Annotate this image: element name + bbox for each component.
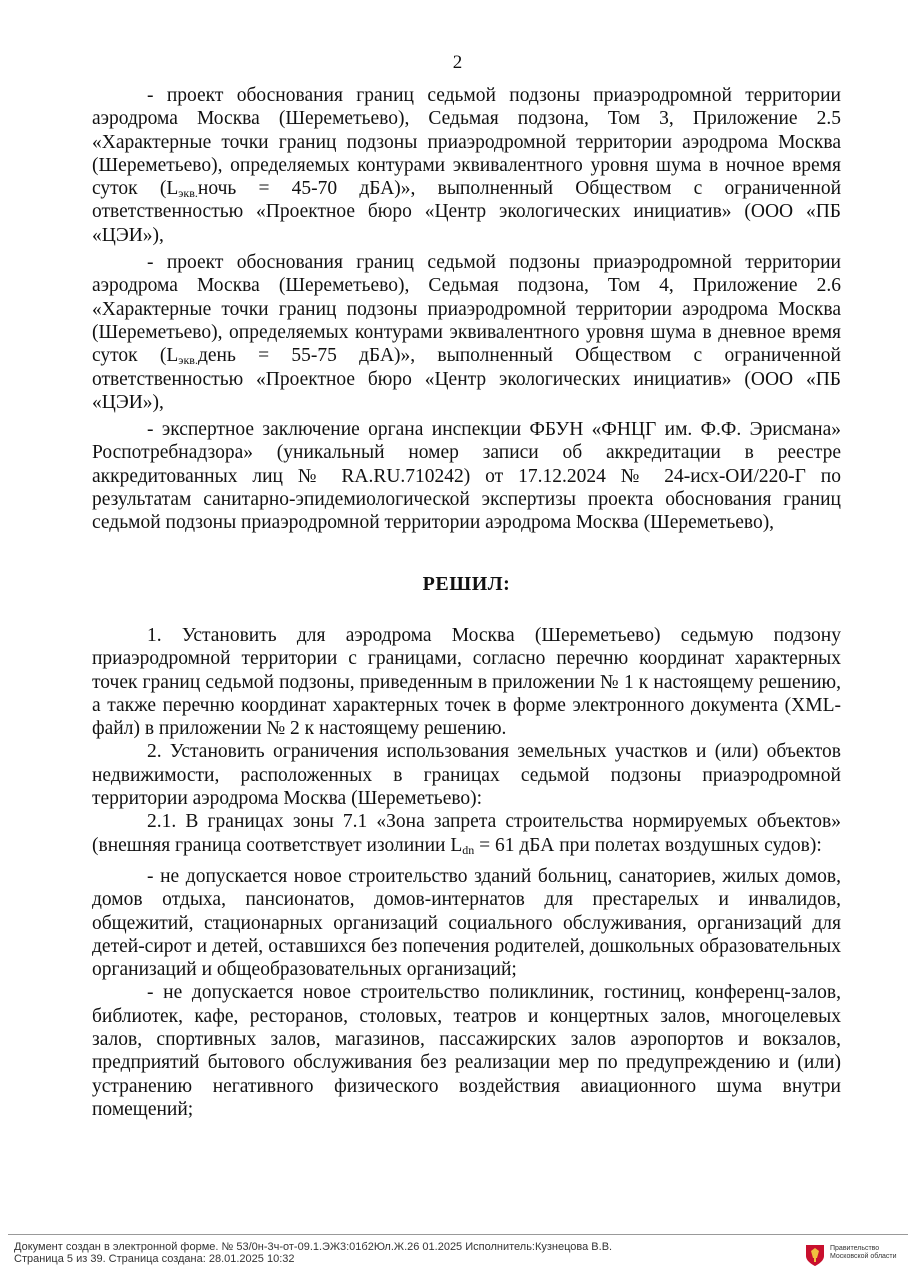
decision-item-2: 2. Установить ограничения использования земельных участков и (или) объектов недвижимости, расположенных в границах седьмой подзоны приаэродромной территории аэродрома Москва (Шереметьево): [92, 741, 841, 810]
footer-line-page: Страница 5 из 39. Страница создана: 28.01.2025 10:32 [14, 1253, 295, 1265]
document-body [92, 84, 841, 1121]
electronic-document-footer [8, 1234, 908, 1275]
paragraph-text: 2.1. В границах зоны 7.1 «Зона запрета строительства нормируемых объектов» (внешняя граница соответствует изолинии L [92, 811, 841, 856]
coat-of-arms-icon [804, 1243, 826, 1267]
paragraph-text: - проект обоснования границ седьмой подзоны приаэродромной территории аэродрома Москва (Шереметьево), Седьмая подзона, Том 3, Приложение 2.5 «Характерные точки границ подзоны приаэродромной территории аэродрома Москва (Шереметьево), определяемых контурами эквивалентного уровня шума в ночное время суток (L [92, 85, 841, 200]
decision-item-2-1 [92, 810, 841, 857]
footer-text [14, 1241, 612, 1265]
government-logo [804, 1241, 904, 1269]
restriction-bullet-1: - не допускается новое строительство зданий больниц, санаториев, жилых домов, домов отдыха, пансионатов, домов-интернатов для престарелых и инвалидов, общежитий, стационарных организаций социального обслуживания, организаций для детей-сирот и детей, оставшихся без попечения родителей, дошкольных образовательных организаций и общеобразовательных организаций; [92, 865, 841, 981]
page-number: 2 [452, 52, 463, 73]
paragraph-expert-opinion: - экспертное заключение органа инспекции ФБУН «ФНЦГ им. Ф.Ф. Эрисмана» Роспотребнадзора» (уникальный номер записи об аккредитации в реестре аккредитованных лиц № RA.RU.710242) от 17.12.2024 № 24-исх-ОИ/220-Г по результатам санитарно-эпидемиологической экспертизы проекта обоснования границ седьмой подзоны приаэродромной территории аэродрома Москва (Шереметьево), [92, 419, 841, 534]
subscript: экв. [178, 186, 198, 201]
paragraph-text: = 61 дБА при полетах воздушных судов): [474, 834, 822, 856]
subscript: dn [462, 842, 475, 857]
footer-line-document: Документ создан в электронной форме. № 53/0н-3ч-от-09.1.ЭЖ3:01б2Юл.Ж.26 01.2025 Исполнитель:Кузнецова В.В. [14, 1241, 613, 1253]
restriction-bullet-2: - не допускается новое строительство поликлиник, гостиниц, конференц-залов, библиотек, кафе, ресторанов, столовых, театров и концертных залов, многоцелевых залов, спортивных залов, магазинов, пассажирских залов аэропортов и вокзалов, предприятий бытового обслуживания без реализации мер по предупреждению и (или) устранению негативного физического воздействия авиационного шума внутри помещений; [92, 982, 841, 1120]
decision-heading: РЕШИЛ: [422, 572, 511, 595]
paragraph-text: день = 55-75 дБА)», выполненный Обществом с ограниченной ответственностью «Проектное бюро «Центр экологических инициатив» (ООО «ПБ «ЦЭИ»), [92, 345, 841, 413]
subscript: экв. [178, 353, 198, 368]
paragraph-project-day [92, 251, 841, 414]
paragraph-text: ночь = 45-70 дБА)», выполненный Обществом с ограниченной ответственностью «Проектное бюро «Центр экологических инициатив» (ООО «ПБ «ЦЭИ»), [92, 178, 842, 246]
decision-item-1: 1. Установить для аэродрома Москва (Шереметьево) седьмую подзону приаэродромной территории с границами, согласно перечню координат характерных точек границ седьмой подзоны, приведенным в приложении № 1 к настоящему решению, а также перечню координат характерных точек в форме электронного документа (XML-файл) в приложении № 2 к настоящему решению. [92, 624, 841, 740]
government-name: Правительство Московской области [830, 1245, 897, 1260]
paragraph-project-night [92, 84, 841, 247]
paragraph-text: - проект обоснования границ седьмой подзоны приаэродромной территории аэродрома Москва (Шереметьево), Седьмая подзона, Том 4, Приложение 2.6 «Характерные точки границ подзоны приаэродромной территории аэродрома Москва (Шереметьево), определяемых контурами эквивалентного уровня шума в дневное время суток (L [92, 252, 841, 367]
